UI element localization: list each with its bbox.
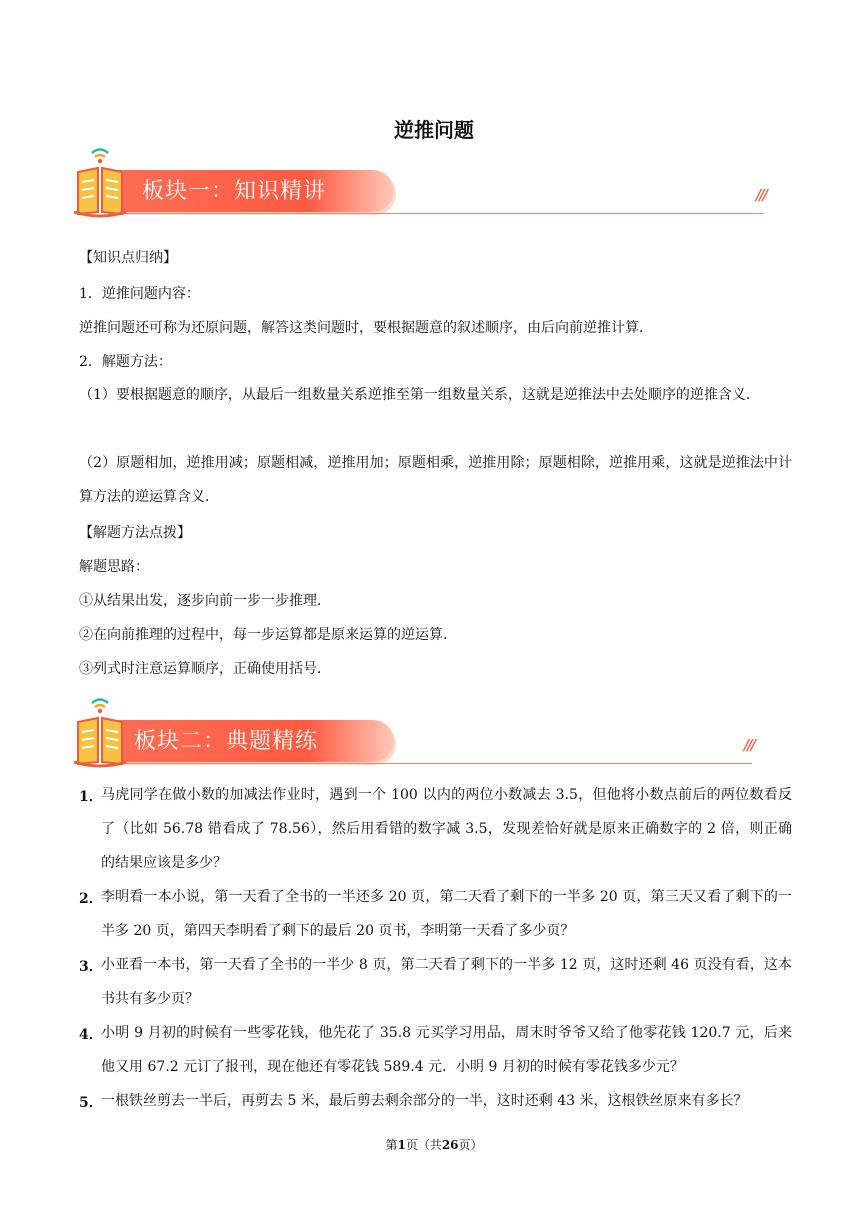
thinking-label: 解题思路： (79, 559, 149, 575)
method-tips-heading: 【解题方法点拨】 (79, 525, 191, 541)
knowledge-item-2b: （2）原题相加，逆推用减；原题相减，逆推用加；原题相乘，逆推用除；原题相除，逆推用乘，这就是逆推法中计算方法的逆运算含义． (79, 455, 792, 505)
knowledge-summary-heading: 【知识点归纳】 (79, 250, 177, 266)
knowledge-item-1: 1．逆推问题内容： (79, 286, 200, 302)
page-footer (0, 1136, 868, 1153)
current-page-number: 1 (397, 1138, 406, 1152)
question-text: 马虎同学在做小数的加减法作业时，遇到一个 100 以内的两位小数减去 3.5，但他将小数点前后的两位数看反了（比如 56.78 错看成了 78.56），然后用看错的数字减 3.5，发现差恰好就是原来正确数字的 2 倍，则正确的结果应该是多少？ (101, 787, 792, 871)
banner-slash-marker: /// (755, 186, 766, 204)
knowledge-item-2: 2．解题方法： (79, 354, 172, 370)
section-heading-1: 板块一：知识精讲 (142, 179, 327, 204)
question-text: 李明看一本小说，第一天看了全书的一半还多 20 页，第二天看了剩下的一半多 20 页，第三天又看了剩下的一半多 20 页，第四天李明看了剩下的最后 20 页书，李明第一天看了多少页？ (101, 889, 792, 939)
question-text: 一根铁丝剪去一半后，再剪去 5 米，最后剪去剩余部分的一半，这时还剩 43 米，这根铁丝原来有多长？ (101, 1093, 748, 1109)
total-pages: 26 (441, 1138, 459, 1152)
question-number: 4． (79, 1027, 103, 1043)
question-number: 5． (79, 1095, 103, 1111)
question-number: 3． (79, 959, 103, 975)
banner-underline (108, 763, 752, 764)
question-number: 2． (79, 891, 103, 907)
document-title: 逆推问题 (394, 118, 474, 142)
question-text: 小亚看一本书，第一天看了全书的一半少 8 页，第二天看了剩下的一半多 12 页，这时还剩 46 页没有看，这本书共有多少页？ (101, 957, 792, 1007)
thinking-step-3: ③列式时注意运算顺序，正确使用括号． (79, 661, 331, 677)
thinking-step-1: ①从结果出发，逐步向前一步一步推理． (79, 593, 331, 609)
section-heading-2: 板块二：典题精练 (134, 729, 319, 754)
book-wifi-icon (68, 692, 132, 770)
footer-suffix: 页） (458, 1138, 483, 1152)
footer-prefix: 第 (385, 1138, 398, 1152)
banner-slash-marker: /// (743, 736, 754, 754)
knowledge-item-2a: （1）要根据题意的顺序，从最后一组数量关系逆推至第一组数量关系，这就是逆推法中去处顺序的逆推含义． (79, 387, 760, 403)
knowledge-item-1-text: 逆推问题还可称为还原问题，解答这类问题时，要根据题意的叙述顺序，由后向前逆推计算． (79, 320, 653, 336)
banner-underline (108, 213, 764, 214)
book-wifi-icon (68, 142, 132, 220)
section-banner-1 (68, 142, 768, 222)
thinking-step-2: ②在向前推理的过程中，每一步运算都是原来运算的逆运算． (79, 627, 457, 643)
footer-middle: 页（共 (405, 1138, 442, 1152)
question-number: 1． (79, 789, 103, 805)
section-banner-2 (68, 692, 768, 772)
question-text: 小明 9 月初的时候有一些零花钱，他先花了 35.8 元买学习用品，周末时爷爷又给了他零花钱 120.7 元，后来他又用 67.2 元订了报刊，现在他还有零花钱 589.4 元．小明 9 月初的时候有零花钱多少元？ (101, 1025, 792, 1075)
